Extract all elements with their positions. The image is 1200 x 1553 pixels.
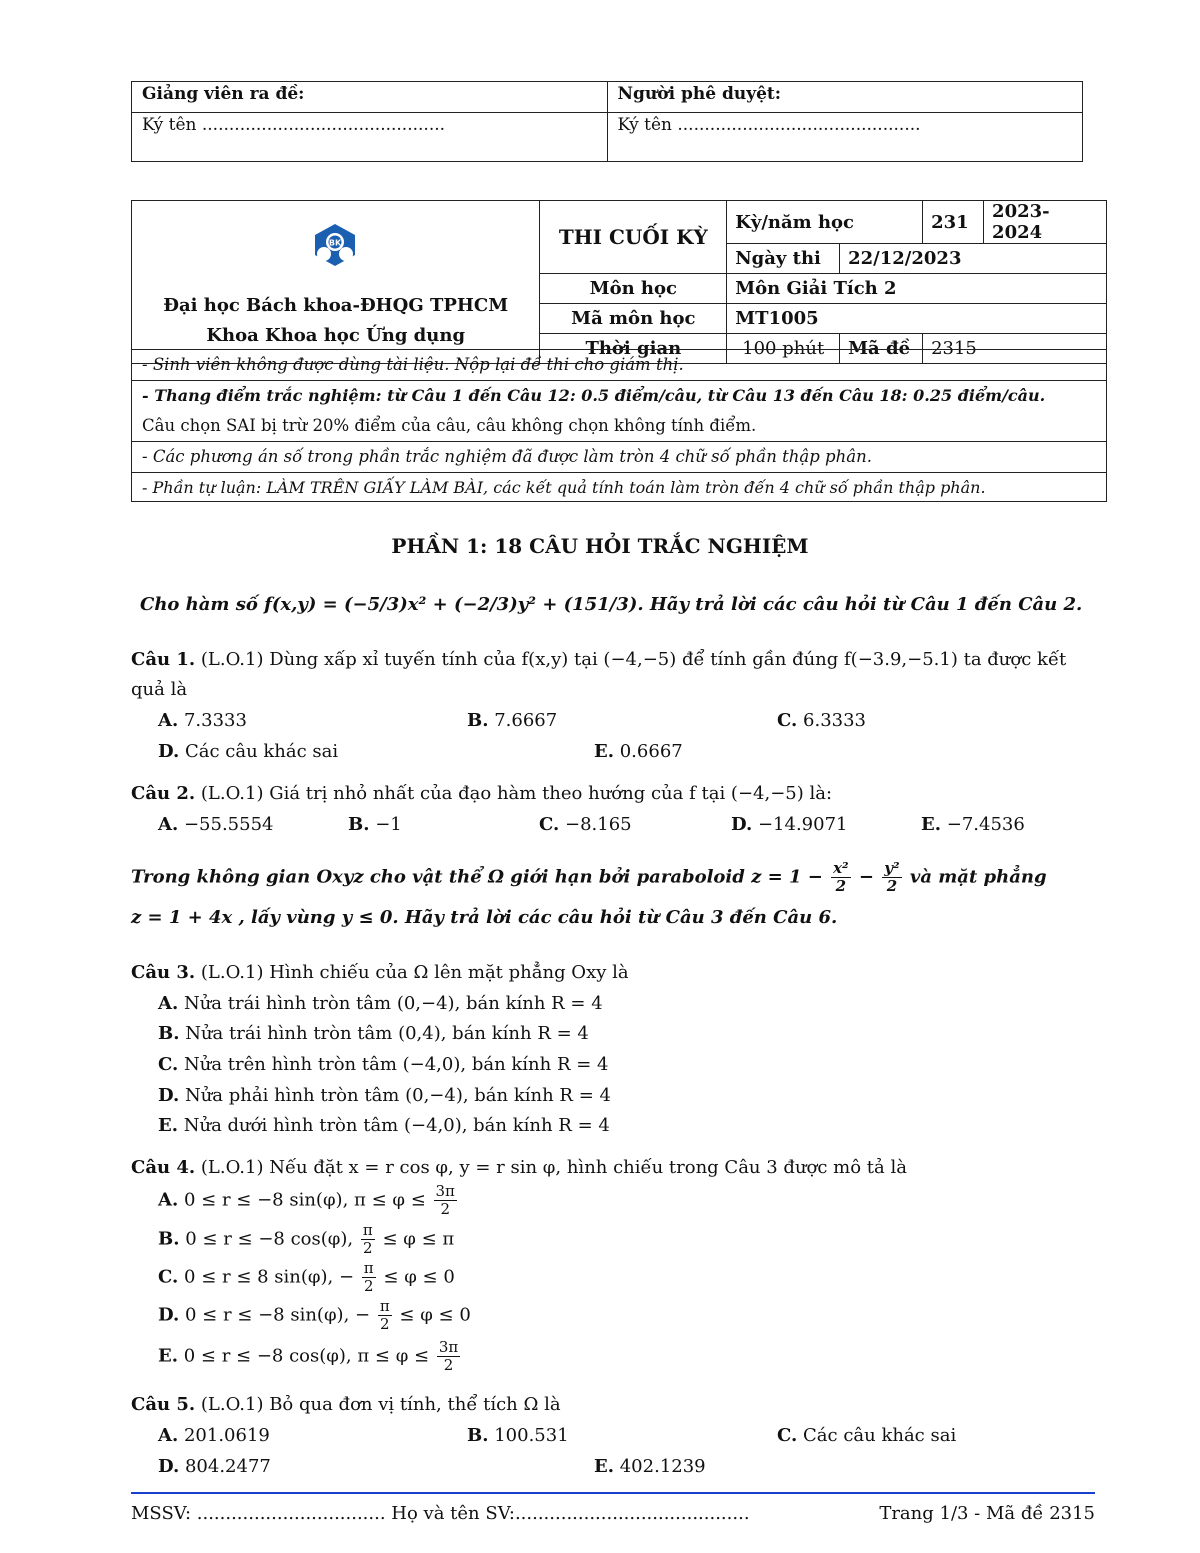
fraction-denominator: 2	[440, 1200, 450, 1218]
q4-option-e[interactable]	[158, 1339, 462, 1374]
q2-option-a[interactable]	[158, 814, 274, 835]
option-letter: E.	[158, 1115, 178, 1136]
option-text: Nửa trên hình tròn tâm (−4,0), bán kính R = 4	[184, 1054, 609, 1075]
option-letter: C.	[158, 1054, 179, 1075]
code-label: Mã môn học	[540, 304, 727, 334]
option-letter: A.	[158, 1425, 179, 1446]
option-text: 0 ≤ r ≤ −8 cos(φ),	[185, 1228, 354, 1250]
option-text: −14.9071	[757, 814, 848, 835]
note-1: - Sinh viên không được dùng tài liệu. Nộp lại đề thi cho giám thị.	[142, 355, 684, 374]
option-letter: E.	[921, 814, 941, 835]
option-text: 804.2477	[184, 1456, 271, 1477]
lecturer-sign-line: Ký tên .............................................	[132, 113, 608, 162]
approver-label: Người phê duyệt:	[607, 82, 1083, 113]
fraction-numerator: y²	[884, 859, 900, 877]
option-text: −55.5554	[183, 814, 274, 835]
intro-2-line-2: z = 1 + 4x , lấy vùng y ≤ 0. Hãy trả lời các câu hỏi từ Câu 3 đến Câu 6.	[131, 907, 838, 928]
fraction-denominator: 2	[363, 1277, 374, 1295]
intro-2-line-1	[131, 860, 1047, 895]
question-2-text: (L.O.1) Giá trị nhỏ nhất của đạo hàm theo hướng của f tại (−4,−5) là:	[200, 783, 833, 804]
q4-option-b[interactable]	[158, 1222, 454, 1257]
option-text: 402.1239	[619, 1456, 706, 1477]
question-1-text: (L.O.1) Dùng xấp xỉ tuyến tính của f(x,y) tại (−4,−5) để tính gần đúng f(−3.9,−5.1) ta được kết	[200, 649, 1067, 670]
university-name: Đại học Bách khoa-ĐHQG TPHCM	[163, 295, 509, 316]
fraction	[437, 1339, 460, 1374]
q3-option-a[interactable]	[158, 993, 603, 1014]
section-title: PHẦN 1: 18 CÂU HỎI TRẮC NGHIỆM	[391, 534, 809, 558]
q3-option-c[interactable]	[158, 1054, 608, 1075]
q3-option-e[interactable]	[158, 1115, 610, 1136]
q2-option-c[interactable]	[539, 814, 632, 835]
q3-option-d[interactable]	[158, 1085, 611, 1106]
fraction	[378, 1298, 392, 1333]
lecturer-label: Giảng viên ra đề:	[132, 82, 608, 113]
option-letter: E.	[158, 1345, 178, 1367]
year-value: 2023-2024	[984, 201, 1107, 244]
fraction	[831, 860, 851, 895]
bk-logo-icon	[311, 222, 359, 268]
option-letter: E.	[594, 1456, 614, 1477]
faculty-name: Khoa Khoa học Ứng dụng	[206, 325, 466, 346]
fraction-numerator: π	[363, 1259, 374, 1277]
option-letter: D.	[158, 1304, 180, 1326]
q2-option-e[interactable]	[921, 814, 1025, 835]
q2-option-b[interactable]	[348, 814, 402, 835]
option-letter: A.	[158, 814, 179, 835]
question-4-stem	[131, 1157, 907, 1178]
q1-option-a[interactable]	[158, 710, 247, 731]
intro-1: Cho hàm số f(x,y) = (−5/3)x² + (−2/3)y² + (151/3). Hãy trả lời các câu hỏi từ Câu 1 đến Câu 2.	[140, 594, 1083, 615]
option-text: 0.6667	[619, 741, 683, 762]
option-text: 0 ≤ r ≤ −8 sin(φ), −	[184, 1304, 371, 1326]
option-letter: E.	[594, 741, 614, 762]
option-text: 100.531	[494, 1425, 569, 1446]
question-2-label: Câu 2.	[131, 783, 196, 804]
option-text: 0 ≤ r ≤ −8 cos(φ), π ≤ φ ≤	[183, 1345, 430, 1367]
option-letter: B.	[348, 814, 370, 835]
q4-option-d[interactable]	[158, 1298, 471, 1333]
intro-2-part1: Trong không gian Oxyz cho vật thể Ω giới hạn bởi paraboloid z = 1 −	[131, 866, 823, 888]
option-text: Nửa dưới hình tròn tâm (−4,0), bán kính R = 4	[183, 1115, 610, 1136]
option-letter: A.	[158, 993, 179, 1014]
option-letter: B.	[158, 1228, 180, 1250]
fraction-numerator: 3π	[438, 1338, 459, 1356]
question-1-stem	[131, 649, 1066, 670]
fraction	[882, 860, 901, 895]
note-2: - Thang điểm trắc nghiệm: từ Câu 1 đến Câu 12: 0.5 điểm/câu, từ Câu 13 đến Câu 18: 0.25 điểm/câu.	[132, 380, 1106, 411]
option-letter: B.	[158, 1023, 180, 1044]
note-4: - Các phương án số trong phần trắc nghiệm đã được làm tròn 4 chữ số phần thập phân.	[132, 441, 1106, 472]
exam-title: THI CUỐI KỲ	[540, 201, 727, 274]
question-4-text: (L.O.1) Nếu đặt x = r cos φ, y = r sin φ, hình chiếu trong Câu 3 được mô tả là	[200, 1157, 907, 1178]
fraction-denominator: 2	[379, 1315, 390, 1333]
question-3-label: Câu 3.	[131, 962, 196, 983]
option-text-post: ≤ φ ≤ 0	[383, 1266, 455, 1288]
option-letter: D.	[158, 1456, 180, 1477]
fraction-denominator: 2	[363, 1239, 373, 1257]
q5-option-c[interactable]	[777, 1425, 956, 1446]
option-text: 0 ≤ r ≤ −8 sin(φ), π ≤ φ ≤	[183, 1189, 426, 1211]
question-5-stem	[131, 1394, 561, 1415]
fraction	[434, 1183, 457, 1218]
q5-option-d[interactable]	[158, 1456, 271, 1477]
logo-text: BK	[328, 238, 342, 248]
option-text: 7.3333	[183, 710, 247, 731]
option-letter: C.	[539, 814, 560, 835]
approver-sign-line: Ký tên .............................................	[607, 113, 1083, 162]
q1-option-e[interactable]	[594, 741, 683, 762]
term-value: 231	[923, 201, 984, 244]
question-1-text-cont: quả là	[131, 679, 188, 700]
page-footer	[131, 1503, 1095, 1524]
question-3-stem	[131, 962, 629, 983]
option-letter: A.	[158, 1189, 179, 1211]
option-letter: D.	[731, 814, 753, 835]
q1-option-b[interactable]	[467, 710, 557, 731]
subject-label: Môn học	[540, 274, 727, 304]
option-letter: C.	[777, 1425, 798, 1446]
question-5-label: Câu 5.	[131, 1394, 196, 1415]
exam-code-value: 2315	[923, 334, 1107, 364]
q3-option-b[interactable]	[158, 1023, 589, 1044]
option-letter: A.	[158, 710, 179, 731]
option-text: 0 ≤ r ≤ 8 sin(φ), −	[184, 1266, 355, 1288]
option-text: 6.3333	[803, 710, 866, 731]
option-text: Nửa trái hình tròn tâm (0,4), bán kính R = 4	[185, 1023, 589, 1044]
question-4-label: Câu 4.	[131, 1157, 196, 1178]
fraction-numerator: x²	[833, 859, 849, 877]
intro-2-part2: và mặt phẳng	[909, 866, 1047, 888]
option-text: −1	[375, 814, 402, 835]
fraction-denominator: 2	[835, 877, 847, 895]
q5-option-b[interactable]	[467, 1425, 569, 1446]
option-text: Các câu khác sai	[184, 741, 339, 762]
option-letter: D.	[158, 1085, 180, 1106]
date-value: 22/12/2023	[840, 244, 1107, 274]
q1-option-c[interactable]	[777, 710, 866, 731]
question-3-text: (L.O.1) Hình chiếu của Ω lên mặt phẳng Oxy là	[200, 962, 629, 983]
question-2-stem	[131, 783, 832, 804]
option-text: Các câu khác sai	[803, 1425, 957, 1446]
fraction-numerator: π	[362, 1221, 373, 1239]
fraction-denominator: 2	[443, 1356, 454, 1374]
q1-option-d[interactable]	[158, 741, 338, 762]
code-value: MT1005	[727, 304, 1107, 334]
q4-option-a[interactable]	[158, 1183, 459, 1218]
exam-notes	[131, 349, 1107, 502]
page-number: Trang 1/3 - Mã đề 2315	[879, 1503, 1095, 1524]
option-text-post: ≤ φ ≤ π	[382, 1228, 455, 1250]
fraction-denominator: 2	[886, 877, 898, 895]
q5-option-a[interactable]	[158, 1425, 270, 1446]
signature-table	[131, 81, 1083, 162]
option-text: 7.6667	[494, 710, 558, 731]
option-letter: D.	[158, 741, 180, 762]
option-text: Nửa trái hình tròn tâm (0,−4), bán kính R = 4	[183, 993, 603, 1014]
q5-option-e[interactable]	[594, 1456, 706, 1477]
option-text: −8.165	[565, 814, 632, 835]
exam-header-table	[131, 200, 1107, 364]
minus-sign: −	[858, 866, 874, 888]
subject-value: Môn Giải Tích 2	[727, 274, 1107, 304]
fraction	[361, 1222, 375, 1257]
option-text: −7.4536	[946, 814, 1025, 835]
q2-option-d[interactable]	[731, 814, 848, 835]
fraction-numerator: π	[379, 1297, 390, 1315]
student-info-line: MSSV: ................................. Họ và tên SV:.........................................	[131, 1503, 750, 1524]
note-3: Câu chọn SAI bị trừ 20% điểm của câu, câu không chọn không tính điểm.	[142, 416, 757, 435]
q4-option-c[interactable]	[158, 1260, 455, 1295]
option-letter: C.	[777, 710, 798, 731]
option-letter: B.	[467, 710, 489, 731]
time-label: Thời gian	[540, 334, 727, 364]
footer-rule	[131, 1492, 1095, 1494]
fraction	[362, 1260, 376, 1295]
exam-code-label: Mã đề	[840, 334, 923, 364]
option-text: 201.0619	[183, 1425, 270, 1446]
question-1-label: Câu 1.	[131, 649, 196, 670]
term-label: Kỳ/năm học	[727, 201, 923, 244]
option-text-post: ≤ φ ≤ 0	[399, 1304, 471, 1326]
question-5-text: (L.O.1) Bỏ qua đơn vị tính, thể tích Ω là	[200, 1394, 561, 1415]
time-value: 100 phút	[727, 334, 840, 364]
fraction-numerator: 3π	[435, 1182, 455, 1200]
note-5: - Phần tự luận: LÀM TRÊN GIẤY LÀM BÀI, các kết quả tính toán làm tròn đến 4 chữ số phần thập phân.	[132, 472, 1106, 503]
option-letter: B.	[467, 1425, 489, 1446]
option-letter: C.	[158, 1266, 179, 1288]
option-text: Nửa phải hình tròn tâm (0,−4), bán kính R = 4	[184, 1085, 611, 1106]
date-label: Ngày thi	[727, 244, 840, 274]
